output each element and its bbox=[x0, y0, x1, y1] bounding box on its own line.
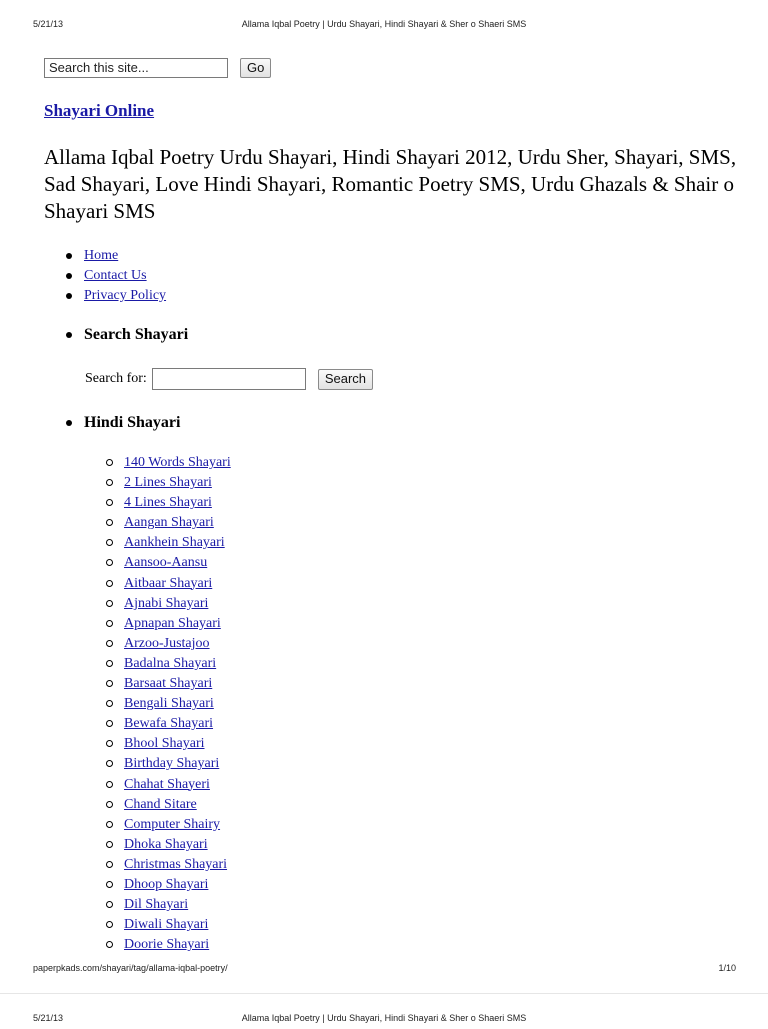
page-separator bbox=[0, 993, 768, 994]
category-link[interactable]: Christmas Shayari bbox=[124, 856, 228, 872]
circle-bullet-icon bbox=[106, 660, 113, 667]
nav-item-contact bbox=[64, 266, 166, 286]
site-search-form bbox=[44, 58, 271, 78]
category-link[interactable]: Chahat Shayeri bbox=[124, 776, 210, 792]
circle-bullet-icon bbox=[106, 539, 113, 546]
list-item bbox=[104, 714, 231, 734]
circle-bullet-icon bbox=[106, 580, 113, 587]
list-item bbox=[104, 553, 231, 573]
list-item bbox=[104, 614, 231, 634]
category-link[interactable]: Dhoop Shayari bbox=[124, 876, 209, 892]
search-widget bbox=[64, 325, 188, 345]
category-link[interactable]: Dhoka Shayari bbox=[124, 836, 208, 852]
hindi-widget-title-text: Hindi Shayari bbox=[84, 414, 181, 431]
search-button[interactable]: Search bbox=[318, 369, 373, 390]
print-title: Allama Iqbal Poetry | Urdu Shayari, Hindi Shayari & Sher o Shaeri SMS bbox=[241, 1013, 527, 1023]
category-link[interactable]: Chand Sitare bbox=[124, 796, 197, 812]
circle-bullet-icon bbox=[106, 519, 113, 526]
circle-bullet-icon bbox=[106, 760, 113, 767]
list-item bbox=[104, 895, 231, 915]
page-title: Allama Iqbal Poetry Urdu Shayari, Hindi Shayari 2012, Urdu Sher, Shayari, SMS, Sad Shayari, Love Hindi Shayari, Romantic Poetry SMS, Urdu Ghazals & Shair o Shayari SMS bbox=[44, 145, 737, 223]
nav-item-home bbox=[64, 246, 166, 266]
category-link[interactable]: 4 Lines Shayari bbox=[124, 495, 212, 511]
circle-bullet-icon bbox=[106, 700, 113, 707]
circle-bullet-icon bbox=[106, 801, 113, 808]
site-name-link[interactable]: Shayari Online bbox=[44, 101, 155, 120]
category-link[interactable]: Doorie Shayari bbox=[124, 937, 210, 953]
nav-link-contact[interactable]: Contact Us bbox=[84, 268, 147, 283]
search-widget-title bbox=[64, 325, 188, 345]
print-date: 5/21/13 bbox=[33, 1013, 64, 1023]
nav-item-privacy bbox=[64, 286, 166, 306]
circle-bullet-icon bbox=[106, 861, 113, 868]
hindi-shayari-widget bbox=[64, 413, 180, 433]
category-link[interactable]: Birthday Shayari bbox=[124, 756, 220, 772]
list-item bbox=[104, 493, 231, 513]
category-link[interactable]: Ajnabi Shayari bbox=[124, 595, 209, 611]
category-link[interactable]: Computer Shairy bbox=[124, 816, 221, 832]
list-item bbox=[104, 915, 231, 935]
list-item bbox=[104, 533, 231, 553]
list-item bbox=[104, 754, 231, 774]
list-item bbox=[104, 935, 231, 955]
circle-bullet-icon bbox=[106, 921, 113, 928]
list-item bbox=[104, 634, 231, 654]
circle-bullet-icon bbox=[106, 841, 113, 848]
bullet-icon bbox=[66, 273, 72, 279]
print-title: Allama Iqbal Poetry | Urdu Shayari, Hindi Shayari & Sher o Shaeri SMS bbox=[241, 19, 527, 29]
category-link[interactable]: 2 Lines Shayari bbox=[124, 475, 212, 491]
category-link[interactable]: Badalna Shayari bbox=[124, 655, 217, 671]
print-date: 5/21/13 bbox=[33, 19, 64, 29]
category-link[interactable]: Bewafa Shayari bbox=[124, 716, 214, 732]
circle-bullet-icon bbox=[106, 479, 113, 486]
list-item bbox=[104, 594, 231, 614]
search-shayari-input[interactable] bbox=[152, 368, 306, 390]
circle-bullet-icon bbox=[106, 901, 113, 908]
print-header bbox=[0, 19, 768, 35]
site-search-input[interactable]: Search this site... bbox=[44, 58, 228, 78]
circle-bullet-icon bbox=[106, 499, 113, 506]
search-row bbox=[85, 368, 373, 390]
bullet-icon bbox=[66, 253, 72, 259]
list-item bbox=[104, 674, 231, 694]
circle-bullet-icon bbox=[106, 781, 113, 788]
category-link[interactable]: Arzoo-Justajoo bbox=[124, 635, 210, 651]
circle-bullet-icon bbox=[106, 821, 113, 828]
circle-bullet-icon bbox=[106, 620, 113, 627]
circle-bullet-icon bbox=[106, 600, 113, 607]
list-item bbox=[104, 654, 231, 674]
hindi-widget-title bbox=[64, 413, 180, 433]
list-item bbox=[104, 875, 231, 895]
circle-bullet-icon bbox=[106, 740, 113, 747]
list-item bbox=[104, 574, 231, 594]
circle-bullet-icon bbox=[106, 640, 113, 647]
list-item bbox=[104, 775, 231, 795]
print-page-number: 1/10 bbox=[718, 963, 736, 973]
list-item bbox=[104, 855, 231, 875]
search-for-label: Search for: bbox=[85, 371, 147, 386]
list-item bbox=[104, 795, 231, 815]
category-link[interactable]: Aankhein Shayari bbox=[124, 535, 225, 551]
list-item bbox=[104, 513, 231, 533]
circle-bullet-icon bbox=[106, 559, 113, 566]
circle-bullet-icon bbox=[106, 680, 113, 687]
circle-bullet-icon bbox=[106, 720, 113, 727]
list-item bbox=[104, 694, 231, 714]
category-link[interactable]: Diwali Shayari bbox=[124, 917, 209, 933]
category-link[interactable]: Bengali Shayari bbox=[124, 696, 214, 712]
list-item bbox=[104, 473, 231, 493]
circle-bullet-icon bbox=[106, 941, 113, 948]
category-link[interactable]: Dil Shayari bbox=[124, 897, 189, 913]
search-widget-title-text: Search Shayari bbox=[84, 326, 189, 343]
list-item bbox=[104, 734, 231, 754]
nav-link-home[interactable]: Home bbox=[84, 248, 119, 263]
category-link[interactable]: Barsaat Shayari bbox=[124, 676, 213, 692]
print-url: paperpkads.com/shayari/tag/allama-iqbal-poetry/ bbox=[33, 963, 228, 973]
main-nav bbox=[64, 246, 166, 306]
bullet-icon bbox=[66, 332, 72, 338]
category-link[interactable]: Aangan Shayari bbox=[124, 515, 214, 531]
bullet-icon bbox=[66, 420, 72, 426]
bullet-icon bbox=[66, 293, 72, 299]
go-button[interactable]: Go bbox=[240, 58, 271, 78]
next-page-header bbox=[0, 1013, 768, 1029]
list-item bbox=[104, 835, 231, 855]
category-link[interactable]: Aitbaar Shayari bbox=[124, 575, 213, 591]
category-link[interactable]: 140 Words Shayari bbox=[124, 455, 231, 470]
category-link[interactable]: Bhool Shayari bbox=[124, 736, 205, 752]
category-link[interactable]: Aansoo-Aansu bbox=[124, 555, 208, 571]
list-item bbox=[104, 453, 231, 473]
category-link[interactable]: Apnapan Shayari bbox=[124, 615, 221, 631]
hindi-category-list bbox=[104, 453, 231, 955]
circle-bullet-icon bbox=[106, 881, 113, 888]
list-item bbox=[104, 815, 231, 835]
nav-link-privacy[interactable]: Privacy Policy bbox=[84, 288, 167, 303]
circle-bullet-icon bbox=[106, 459, 113, 466]
